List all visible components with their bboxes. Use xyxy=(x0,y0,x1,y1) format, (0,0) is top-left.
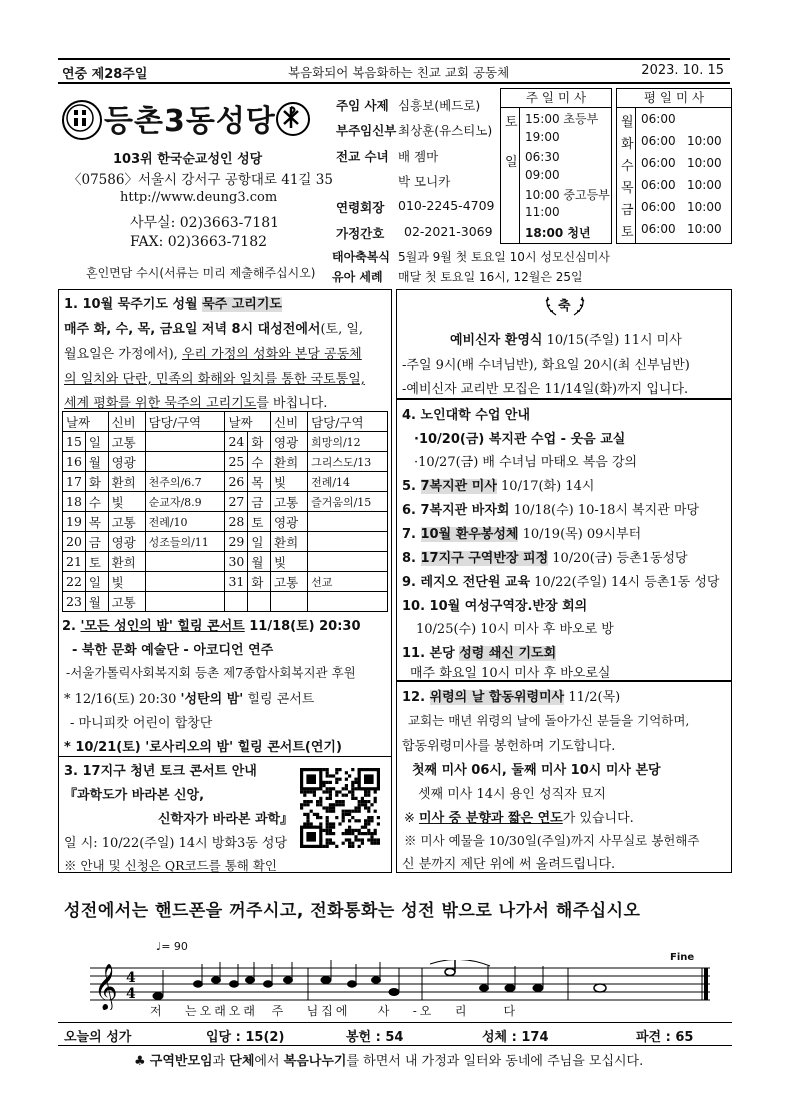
rosary-cell: 토 xyxy=(248,512,271,532)
rosary-cell xyxy=(271,592,308,612)
rosary-cell: 27 xyxy=(225,492,248,512)
mass-time: 09:00 xyxy=(525,168,560,182)
rosary-cell: 28 xyxy=(225,512,248,532)
rosary-cell: 환희 xyxy=(271,452,308,472)
rosary-cell: 29 xyxy=(225,532,248,552)
weekday-times: 06:00 10:00 xyxy=(641,200,722,214)
parish-address: 〈07586〉서울시 강서구 공항대로 41길 35 xyxy=(68,172,333,188)
rosary-cell xyxy=(225,592,248,612)
rosary-cell: 전례/14 xyxy=(308,472,388,492)
rosary-cell: 금 xyxy=(248,492,271,512)
section-1-line1: 매주 화, 수, 목, 금요일 저녁 8시 대성전에서(토, 일, xyxy=(64,322,364,337)
rosary-cell: 일 xyxy=(248,532,271,552)
section-12-title: 12. 위령의 날 합동위령미사 11/2(목) xyxy=(402,690,621,705)
rosary-cell: 15 xyxy=(63,432,86,452)
rosary-cell: 25 xyxy=(225,452,248,472)
mass-time: 11:00 xyxy=(525,205,560,219)
mass-time: 19:00 xyxy=(525,130,560,144)
rosary-cell: 화 xyxy=(248,572,271,592)
section-4-line1: ·10/20(금) 복지관 수업 - 웃음 교실 xyxy=(414,432,626,447)
sunday-mass-box xyxy=(500,88,612,244)
section-3-line1: 『과학도가 바라본 신앙, xyxy=(64,788,205,803)
section-2-line5: * 10/21(토) '로사리오의 밤' 힐링 콘서트(연기) xyxy=(64,740,342,755)
page-header xyxy=(58,58,730,84)
rosary-cell: 빛 xyxy=(108,492,145,512)
section-12-line5: ※ 미사 중 분향과 짧은 연도가 있습니다. xyxy=(404,811,634,826)
section-1-line4: 세계 평화를 위한 묵주의 고리기도를 바칩니다. xyxy=(64,396,328,411)
hymn-dismissal: 파견 : 65 xyxy=(636,1030,694,1045)
section-5: 5. 7복지관 미사 10/17(화) 14시 xyxy=(402,479,595,494)
table-row xyxy=(63,552,388,572)
table-row xyxy=(63,512,388,532)
rosary-cell xyxy=(145,572,225,592)
table-row xyxy=(63,472,388,492)
weekday-mass-box xyxy=(616,88,732,244)
fetus-blessing-label: 태아축복식 xyxy=(332,250,390,264)
rosary-cell: 수 xyxy=(85,492,108,512)
rosary-cell xyxy=(308,592,388,612)
section-3-line2: 신학자가 바라본 과학』 xyxy=(158,812,294,827)
section-12-line4: 셋째 미사 14시 용인 성직자 묘지 xyxy=(418,787,606,802)
fine-mark: Fine xyxy=(670,952,695,963)
rosary-cell xyxy=(308,532,388,552)
rosary-cell: 월 xyxy=(248,552,271,572)
rosary-cell: 일 xyxy=(85,432,108,452)
rosary-cell: 화 xyxy=(85,472,108,492)
rosary-cell: 목 xyxy=(85,512,108,532)
section-6: 6. 7복지관 바자회 10/18(수) 10-18시 복지관 마당 xyxy=(402,503,699,518)
rosary-cell: 그리스도/13 xyxy=(308,452,388,472)
section-3-line3: 일 시: 10/22(주일) 14시 방화3동 성당 xyxy=(64,836,288,851)
rosary-cell: 월 xyxy=(85,592,108,612)
staff-name-assistant: 최상훈(유스티노) xyxy=(398,123,493,138)
weekday-mass-title: 평 일 미 사 xyxy=(617,89,731,108)
staff-phone-funeral: 010-2245-4709 xyxy=(398,198,495,213)
sunday-day-sat: 토 xyxy=(505,115,518,130)
rosary-cell: 즐거움의/15 xyxy=(308,492,388,512)
section-2-line3: * 12/16(토) 20:30 '성탄의 밤' 힐링 콘서트 xyxy=(64,692,315,707)
rosary-cell xyxy=(308,552,388,572)
staff-role-nursing: 가정간호 xyxy=(336,226,385,241)
rosary-cell xyxy=(308,512,388,532)
rosary-cell: 17 xyxy=(63,472,86,492)
staff-role-pastor: 주임 사제 xyxy=(336,98,389,113)
staff-role-assistant: 부주임신부 xyxy=(336,123,397,138)
rosary-cell: 31 xyxy=(225,572,248,592)
rosary-cell: 고통 xyxy=(108,592,145,612)
rosary-cell: 수 xyxy=(248,452,271,472)
rosary-cell: 일 xyxy=(85,572,108,592)
rosary-header-cell: 날짜 xyxy=(63,412,109,432)
rosary-header-row xyxy=(63,412,388,432)
rosary-cell: 26 xyxy=(225,472,248,492)
mass-time: 18:00 청년 xyxy=(525,226,591,240)
rosary-cell: 희망의/12 xyxy=(308,432,388,452)
celebration-mark: 축 xyxy=(558,299,571,314)
table-row xyxy=(63,532,388,552)
rosary-cell xyxy=(145,452,225,472)
section-12-line6: ※ 미사 예물을 10/30일(주일)까지 사무실로 봉헌해주 xyxy=(404,833,700,848)
weekday-times: 06:00 10:00 xyxy=(641,134,722,148)
parish-website[interactable]: http://www.deung3.com xyxy=(120,190,278,205)
rosary-cell: 전례/10 xyxy=(145,512,225,532)
fetus-blessing-text: 5월과 9월 첫 토요일 10시 성모신심미사 xyxy=(398,250,610,264)
rosary-cell xyxy=(145,432,225,452)
rosary-cell: 월 xyxy=(85,452,108,472)
section-12-line7: 신 분까지 제단 위에 써 올려드립니다. xyxy=(402,857,616,872)
parish-emblem-icon xyxy=(62,100,102,140)
rosary-cell: 22 xyxy=(63,572,86,592)
parish-motto: 복음화되어 복음화하는 친교 교회 공동체 xyxy=(288,65,510,80)
rosary-cell: 빛 xyxy=(271,472,308,492)
rosary-header-cell: 날짜 xyxy=(225,412,271,432)
infant-baptism-text: 매달 첫 토요일 16시, 12월은 25일 xyxy=(398,270,583,284)
phone-notice-banner: 성전에서는 핸드폰을 꺼주시고, 전화통화는 성전 밖으로 나가서 해주십시오 xyxy=(64,901,641,921)
section-1-line3: 의 일치와 단란, 민족의 화해와 일치를 통한 국토통일, xyxy=(64,372,365,387)
table-row xyxy=(63,452,388,472)
rosary-cell: 23 xyxy=(63,592,86,612)
rosary-cell: 20 xyxy=(63,532,86,552)
laurel-icon xyxy=(540,293,590,319)
hymns-label: 오늘의 성가 xyxy=(64,1030,132,1045)
marriage-note: 혼인면담 수시(서류는 미리 제출해주십시오) xyxy=(86,266,316,280)
section-9: 9. 레지오 전단원 교육 10/22(주일) 14시 등촌1동 성당 xyxy=(402,575,720,590)
section-8: 8. 17지구 구역반장 피정 10/20(금) 등촌1동성당 xyxy=(402,551,688,566)
rosary-cell: 환희 xyxy=(108,472,145,492)
weekday-day: 목 xyxy=(621,181,634,196)
rosary-cell: 성조들의/11 xyxy=(145,532,225,552)
mass-time: 06:30 xyxy=(525,150,560,164)
section-2-title: 2. '모든 성인의 밤' 힐링 콘서트 11/18(토) 20:30 xyxy=(62,619,361,634)
weekday-day: 토 xyxy=(621,225,634,240)
rosary-cell: 빛 xyxy=(108,572,145,592)
parish-patron: 103위 한국순교성인 성당 xyxy=(113,152,263,167)
rosary-cell: 환희 xyxy=(271,532,308,552)
section-2-line2: -서울가톨릭사회복지회 등촌 제7종합사회복지관 후원 xyxy=(66,665,356,680)
rosary-cell: 금 xyxy=(85,532,108,552)
rosary-cell xyxy=(248,592,271,612)
section-11-title: 11. 본당 성령 쇄신 기도회 xyxy=(402,646,557,661)
hymn-communion: 성체 : 174 xyxy=(482,1030,549,1045)
office-phone: 사무실: 02)3663-7181 xyxy=(130,215,280,231)
office-fax: FAX: 02)3663-7182 xyxy=(130,234,268,250)
section-4-title: 4. 노인대학 수업 안내 xyxy=(402,408,531,423)
catechumen-line2: -예비신자 교리반 모집은 11/14일(화)까지 입니다. xyxy=(402,382,689,397)
section-7: 7. 10월 환우봉성체 10/19(목) 09시부터 xyxy=(402,527,642,542)
rosary-cell xyxy=(145,592,225,612)
rosary-cell xyxy=(145,552,225,572)
rosary-cell: 영광 xyxy=(271,432,308,452)
footer-message: ♣ 구역반모임과 단체에서 복음나누기를 하면서 내 가정과 일터와 동네에 주님을 모십시다. xyxy=(134,1054,644,1069)
rosary-cell: 18 xyxy=(63,492,86,512)
weekday-times: 06:00 10:00 xyxy=(641,178,722,192)
rosary-cell: 16 xyxy=(63,452,86,472)
rosary-cell: 24 xyxy=(225,432,248,452)
rosary-cell: 토 xyxy=(85,552,108,572)
qr-code-icon[interactable] xyxy=(300,768,380,848)
rosary-cell: 영광 xyxy=(271,512,308,532)
rosary-cell: 순교자/8.9 xyxy=(145,492,225,512)
week-label: 연중 제28주일 xyxy=(62,67,148,82)
section-11-line1: 매주 화요일 10시 미사 후 바오로실 xyxy=(410,666,611,681)
svg-text:4: 4 xyxy=(126,970,136,986)
rosary-schedule-table xyxy=(62,411,388,612)
section-3-title: 3. 17지구 청년 토크 콘서트 안내 xyxy=(64,764,257,779)
section-2-line1: - 북한 문화 예술단 - 아코디언 연주 xyxy=(72,643,274,658)
staff-name-sister1: 배 젬마 xyxy=(398,149,439,164)
weekday-day: 수 xyxy=(621,159,634,174)
hymns-bar xyxy=(58,1022,732,1046)
staff-name-pastor: 심흥보(베드로) xyxy=(398,98,481,113)
weekday-day: 화 xyxy=(621,137,634,152)
weekday-day: 금 xyxy=(621,203,634,218)
rosary-cell: 빛 xyxy=(271,552,308,572)
hymn-offertory: 봉헌 : 54 xyxy=(346,1030,404,1045)
section-12-line1: 교회는 매년 위령의 날에 돌아가신 분들을 기억하며, xyxy=(408,713,690,728)
weekday-times: 06:00 xyxy=(641,112,676,126)
bulletin-date: 2023. 10. 15 xyxy=(641,63,724,78)
parish-name: 등촌3동성당 xyxy=(104,104,276,139)
table-row xyxy=(63,592,388,612)
weekday-times: 06:00 10:00 xyxy=(641,156,722,170)
rosary-cell: 30 xyxy=(225,552,248,572)
infant-baptism-label: 유아 세례 xyxy=(332,270,383,284)
tempo-mark: ♩= 90 xyxy=(156,940,188,953)
catechumen-title: 예비신자 환영식 10/15(주일) 11시 미사 xyxy=(450,333,682,348)
rosary-cell: 천주의/6.7 xyxy=(145,472,225,492)
section-4-line2: ·10/27(금) 배 수녀님 마태오 복음 강의 xyxy=(414,455,638,470)
mass-time: 15:00 초등부 xyxy=(525,112,599,126)
sunday-mass-title: 주 일 미 사 xyxy=(501,89,611,108)
rosary-cell: 고통 xyxy=(108,512,145,532)
staff-name-sister2: 박 모니카 xyxy=(398,174,451,189)
rosary-cell: 목 xyxy=(248,472,271,492)
rosary-cell: 화 xyxy=(248,432,271,452)
rosary-cell: 고통 xyxy=(108,432,145,452)
chi-rho-icon xyxy=(276,102,310,136)
rosary-cell: 영광 xyxy=(108,532,145,552)
staff-phone-nursing: 02-2021-3069 xyxy=(404,224,493,239)
staff-role-sister: 전교 수녀 xyxy=(336,149,389,164)
rosary-cell: 환희 xyxy=(108,552,145,572)
section-1-title: 1. 10월 묵주기도 성월 묵주 고리기도 xyxy=(64,297,282,312)
rosary-cell: 고통 xyxy=(271,572,308,592)
section-12-line3: 첫째 미사 06시, 둘째 미사 10시 미사 본당 xyxy=(412,763,661,778)
catechumen-line1: -주일 9시(배 수녀님반), 화요일 20시(최 신부님반) xyxy=(402,358,690,373)
song-lyrics: 저 는오래오래 주 님집에 사 -오 리 다 xyxy=(150,1004,519,1018)
rosary-header-cell: 담당/구역 xyxy=(308,412,388,432)
section-10-line1: 10/25(수) 10시 미사 후 바오로 방 xyxy=(416,622,614,637)
section-12-line2: 합동위령미사를 봉헌하며 기도합니다. xyxy=(402,739,616,754)
rosary-cell: 21 xyxy=(63,552,86,572)
rosary-header-cell: 신비 xyxy=(108,412,145,432)
hymn-entrance: 입당 : 15(2) xyxy=(206,1030,285,1045)
rosary-header-cell: 담당/구역 xyxy=(145,412,225,432)
section-10-title: 10. 10월 여성구역장.반장 회의 xyxy=(402,599,588,614)
rosary-cell: 영광 xyxy=(108,452,145,472)
table-row xyxy=(63,572,388,592)
staff-role-funeral: 연령회장 xyxy=(336,200,385,215)
weekday-day: 월 xyxy=(621,115,634,130)
svg-text:𝄞: 𝄞 xyxy=(94,964,118,1010)
rosary-header-cell: 신비 xyxy=(271,412,308,432)
section-3-line4: ※ 안내 및 신청은 QR코드를 통해 확인 xyxy=(64,858,277,873)
rosary-cell: 선교 xyxy=(308,572,388,592)
mass-time: 10:00 중고등부 xyxy=(525,188,610,202)
rosary-cell: 고통 xyxy=(271,492,308,512)
section-2-line4: - 마니피캇 어린이 합창단 xyxy=(70,716,213,731)
section-1-line2: 월요일은 가정에서), 우리 가정의 성화와 본당 공동체 xyxy=(64,347,362,362)
weekday-times: 06:00 10:00 xyxy=(641,222,722,236)
sunday-day-sun: 일 xyxy=(505,155,518,170)
table-row xyxy=(63,492,388,512)
rosary-cell: 19 xyxy=(63,512,86,532)
svg-text:4: 4 xyxy=(126,986,136,1002)
table-row xyxy=(63,432,388,452)
